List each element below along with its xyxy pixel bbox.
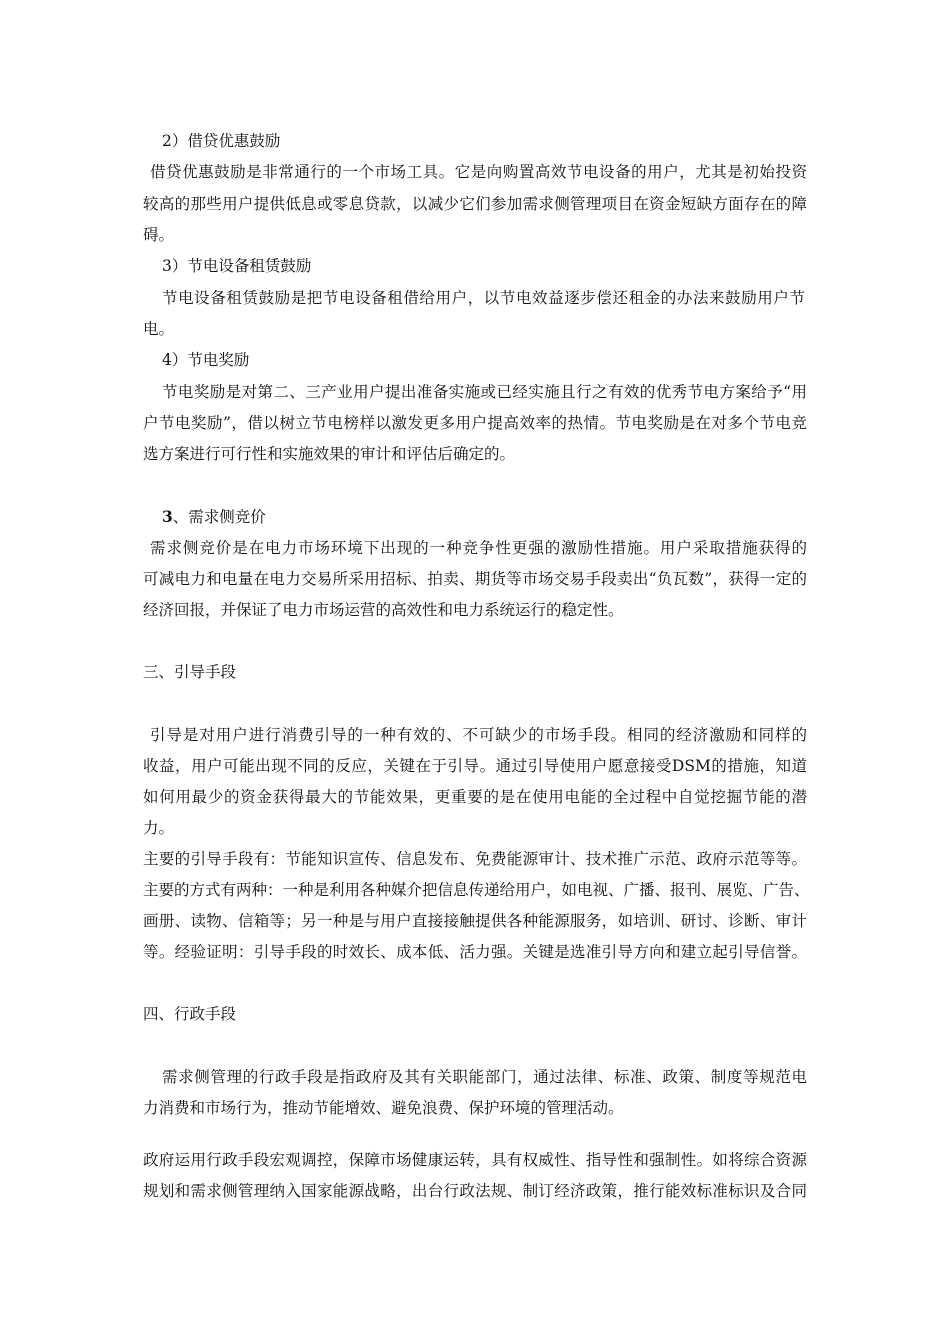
guidance-line-4: 力。 (143, 819, 175, 837)
reward-line-3: 选方案进行可行性和实施效果的审计和评估后确定的。 (143, 445, 516, 463)
bidding-heading (162, 507, 266, 527)
bidding-heading-text: 、需求侧竞价 (172, 508, 266, 526)
administrative-line-2: 力消费和市场行为，推动节能增效、避免浪费、保护环境的管理活动。 (143, 1099, 624, 1117)
guidance-line-7: 画册、读物、信箱等；另一种是与用户直接接触提供各种能源服务，如培训、研讨、诊断、审计 (143, 912, 807, 930)
reward-line-2: 户节电奖励”，借以树立节电榜样以激发更多用户提高效率的热情。节电奖励是在对多个节电竞 (143, 414, 807, 432)
bidding-line-1: 需求侧竞价是在电力市场环境下出现的一种竞争性更强的激励性措施。用户采取措施获得的 (150, 539, 807, 557)
reward-heading: 4）节电奖励 (162, 351, 250, 369)
guidance-line-3: 如何用最少的资金获得最大的节能效果，更重要的是在使用电能的全过程中自觉挖掘节能的潜 (143, 788, 807, 806)
lease-incentive-heading: 3）节电设备租赁鼓励 (162, 257, 312, 275)
guidance-line-8: 等。经验证明：引导手段的时效长、成本低、活力强。关键是选准引导方向和建立起引导信誉。 (143, 943, 807, 961)
lease-incentive-line-2: 电。 (143, 320, 175, 338)
guidance-line-2: 收益，用户可能出现不同的反应，关键在于引导。通过引导使用户愿意接受DSM的措施，知道 (143, 757, 807, 775)
loan-incentive-line-2: 较高的那些用户提供低息或零息贷款，以减少它们参加需求侧管理项目在资金短缺方面存在的障 (143, 195, 807, 213)
loan-incentive-line-1: 借贷优惠鼓励是非常通行的一个市场工具。它是向购置高效节电设备的用户，尤其是初始投资 (150, 163, 807, 181)
bidding-line-3: 经济回报，并保证了电力市场运营的高效性和电力系统运行的稳定性。 (143, 601, 624, 619)
bidding-line-2: 可减电力和电量在电力交易所采用招标、拍卖、期货等市场交易手段卖出“负瓦数”，获得一定的 (143, 570, 807, 588)
administrative-line-4: 规划和需求侧管理纳入国家能源战略，出台行政法规、制订经济政策，推行能效标准标识及合同 (143, 1182, 807, 1200)
guidance-heading: 三、引导手段 (143, 663, 237, 681)
administrative-line-3: 政府运用行政手段宏观调控，保障市场健康运转，具有权威性、指导性和强制性。如将综合资源 (143, 1151, 807, 1169)
guidance-line-6: 主要的方式有两种：一种是利用各种媒介把信息传递给用户，如电视、广播、报刊、展览、广告、 (143, 881, 810, 899)
bidding-heading-number: 3 (162, 507, 173, 526)
loan-incentive-heading: 2）借贷优惠鼓励 (162, 132, 281, 150)
loan-incentive-line-3: 碍。 (143, 226, 175, 244)
guidance-line-5: 主要的引导手段有：节能知识宣传、信息发布、免费能源审计、技术推广示范、政府示范等等。 (143, 850, 807, 868)
lease-incentive-line-1: 节电设备租赁鼓励是把节电设备租借给用户，以节电效益逐步偿还租金的办法来鼓励用户节 (162, 289, 805, 307)
guidance-line-1: 引导是对用户进行消费引导的一种有效的、不可缺少的市场手段。相同的经济激励和同样的 (150, 726, 807, 744)
administrative-heading: 四、行政手段 (143, 1005, 237, 1023)
reward-line-1: 节电奖励是对第二、三产业用户提出准备实施或已经实施且行之有效的优秀节电方案给予“用 (162, 383, 807, 401)
administrative-line-1: 需求侧管理的行政手段是指政府及其有关职能部门，通过法律、标准、政策、制度等规范电 (162, 1068, 807, 1086)
